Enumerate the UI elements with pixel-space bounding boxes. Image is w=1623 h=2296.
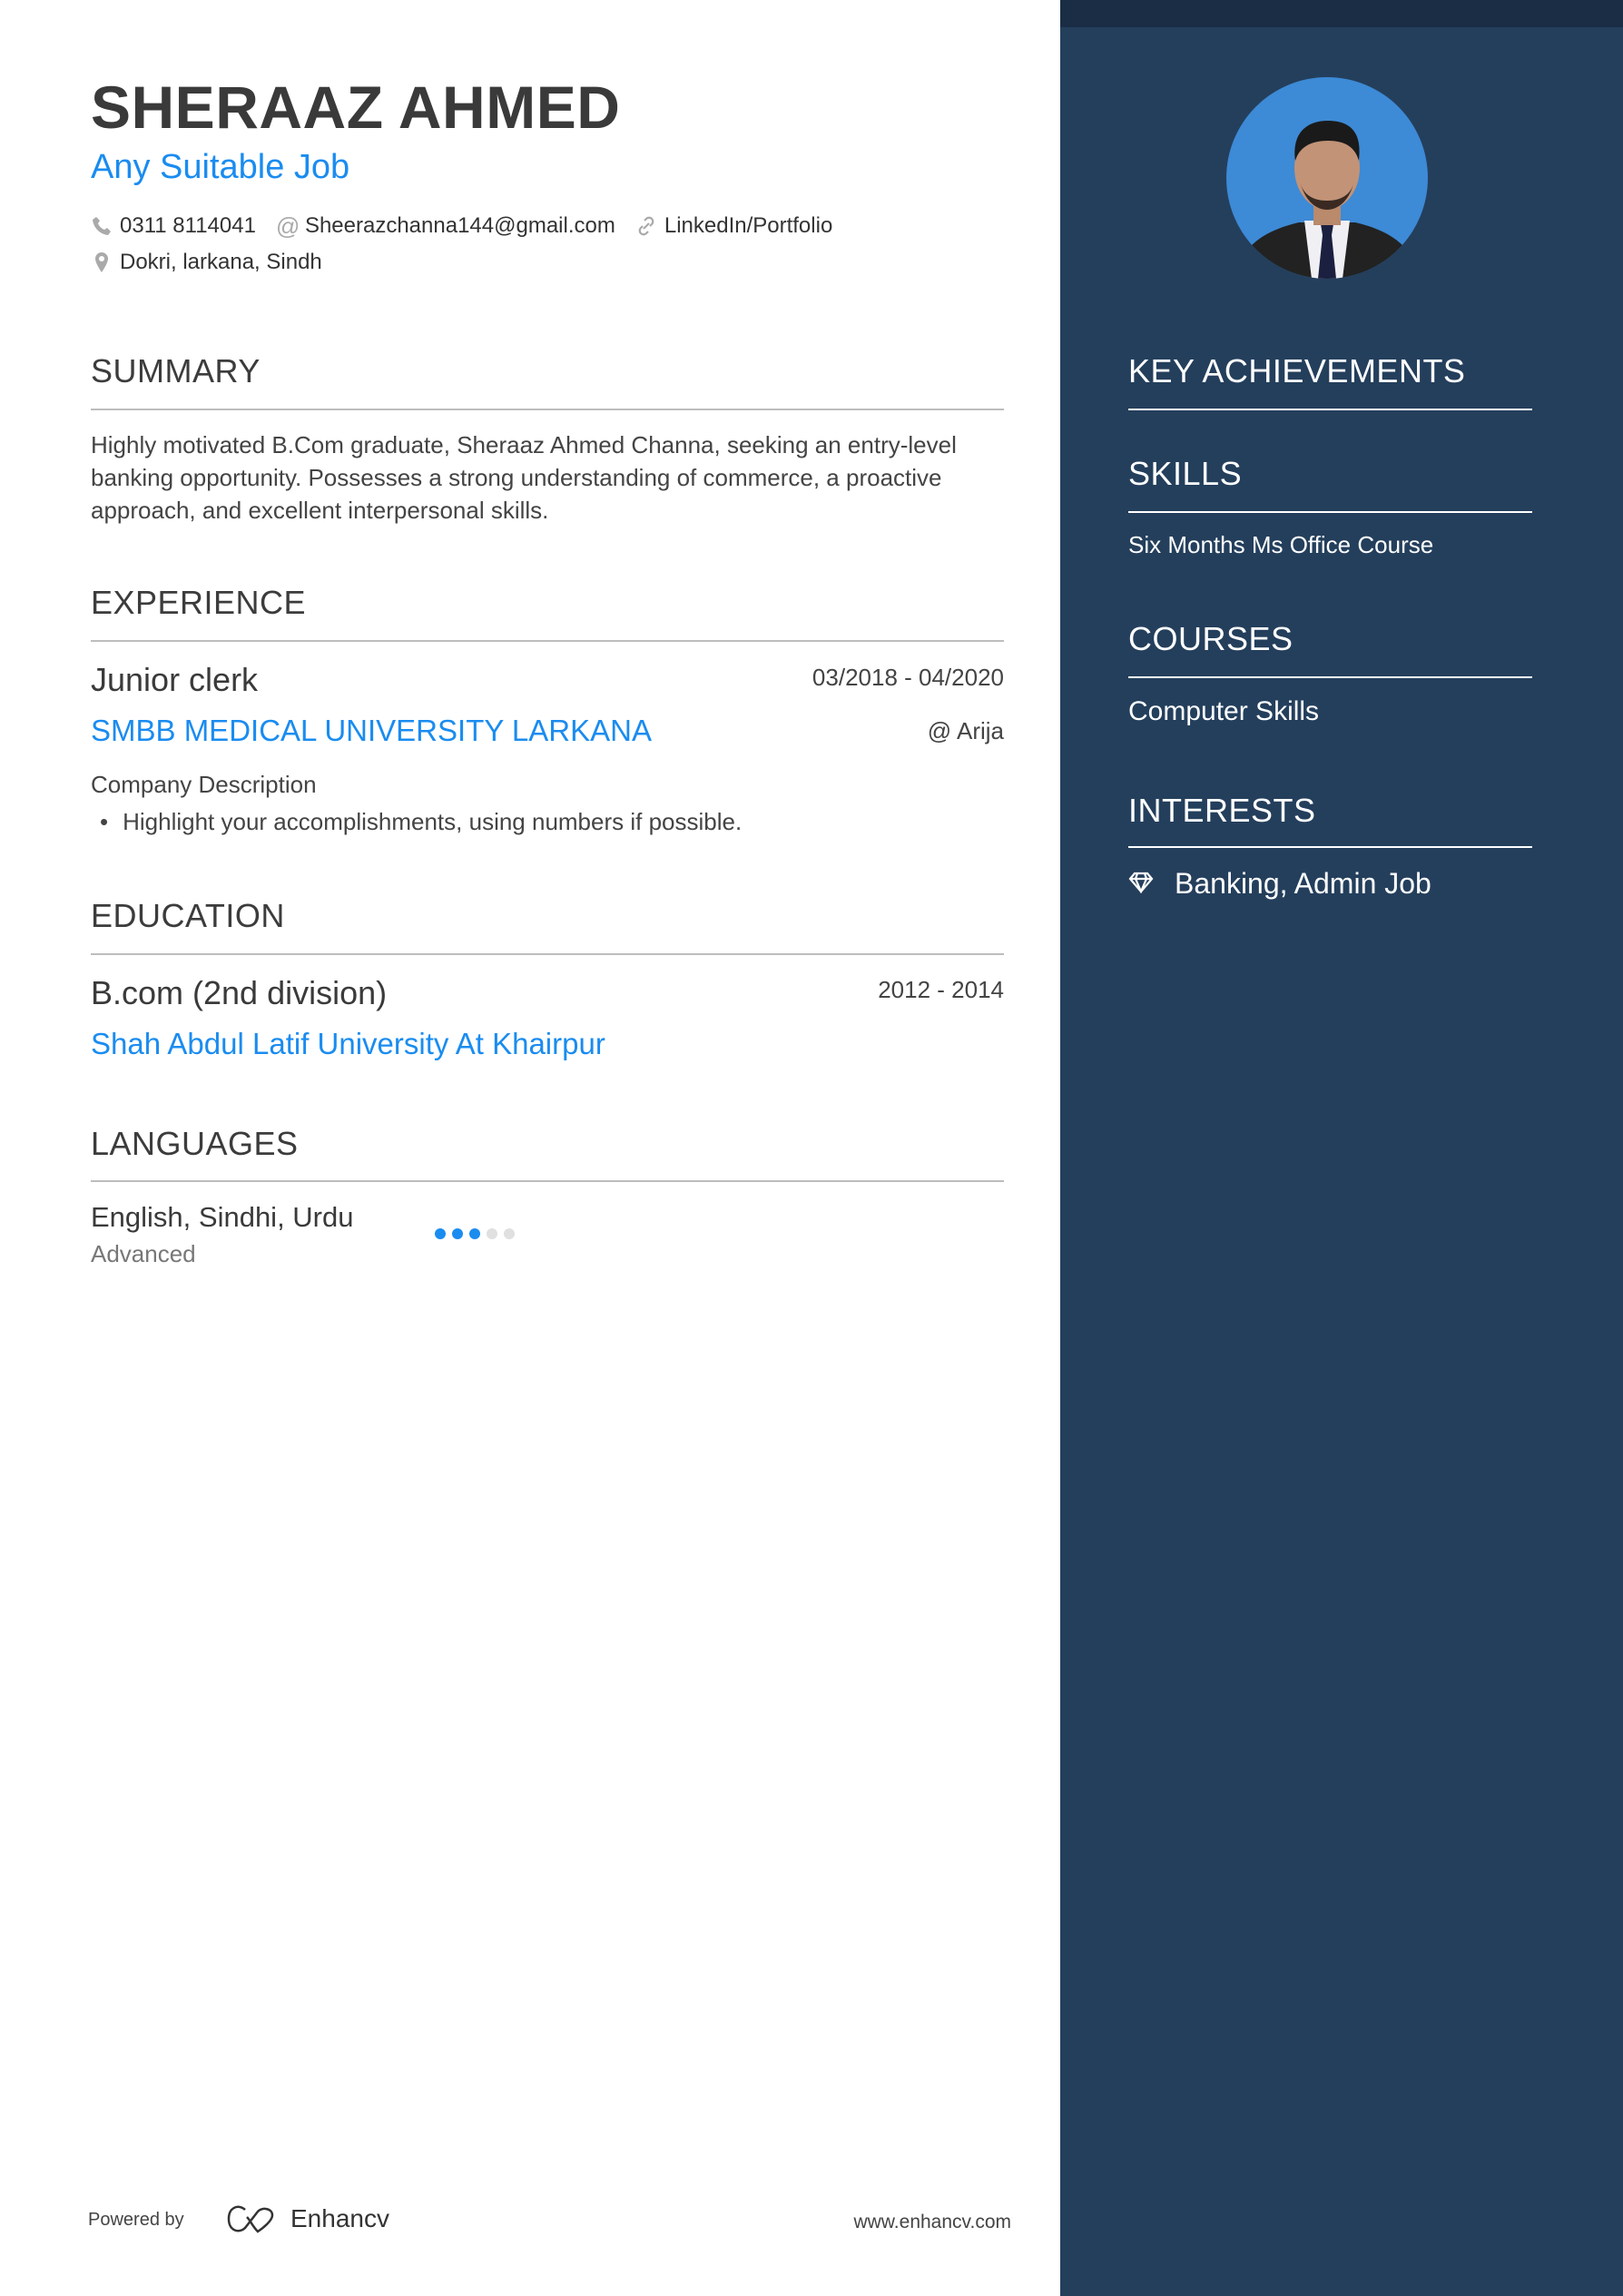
email[interactable]: Sheerazchanna144@gmail.com (304, 213, 615, 238)
rating-dot-filled (435, 1228, 446, 1239)
powered-by: Powered by (88, 2210, 184, 2230)
achievements-divider (1128, 409, 1532, 410)
contact-row (91, 213, 832, 239)
sidebar-top-strip (1060, 0, 1623, 27)
portfolio-link[interactable]: LinkedIn/Portfolio (664, 213, 833, 238)
education-heading: EDUCATION (91, 897, 285, 934)
achievements-heading: KEY ACHIEVEMENTS (1128, 352, 1466, 389)
job-company: SMBB MEDICAL UNIVERSITY LARKANA (91, 714, 652, 747)
rating-dot-empty (487, 1228, 497, 1239)
language-name: English, Sindhi, Urdu (91, 1201, 354, 1233)
languages-heading: LANGUAGES (91, 1125, 299, 1162)
job-bullet (100, 808, 742, 836)
rating-dot-filled (452, 1228, 463, 1239)
languages-divider (91, 1180, 1004, 1182)
education-dates: 2012 - 2014 (878, 976, 1004, 1003)
at-icon: @ (275, 212, 300, 240)
link-icon (635, 215, 657, 237)
bullet-text: Highlight your accomplishments, using numbers if possible. (123, 808, 743, 835)
course-item: Computer Skills (1128, 696, 1320, 726)
company-description: Company Description (91, 771, 317, 798)
location-row (91, 250, 322, 275)
interests-heading: INTERESTS (1128, 792, 1316, 829)
phone-icon (91, 215, 113, 237)
diamond-icon (1128, 872, 1154, 893)
candidate-title: Any Suitable Job (91, 148, 350, 186)
summary-heading: SUMMARY (91, 352, 261, 389)
sidebar (1060, 0, 1623, 2296)
summary-text: Highly motivated B.Com graduate, Sheraaz Ahmed Channa, seeking an entry-level banking opportunity. Possesses a strong understanding of commerce, a proactive approach, and excellent interpersonal skills. (91, 431, 957, 524)
candidate-name: SHERAAZ AHMED (91, 74, 621, 141)
bullet-icon: • (100, 808, 109, 835)
skill-item: Six Months Ms Office Course (1128, 531, 1434, 558)
summary-divider (91, 409, 1004, 410)
profile-photo (1226, 77, 1428, 279)
phone[interactable]: 0311 8114041 (120, 213, 256, 238)
interest-item: Banking, Admin Job (1175, 867, 1431, 900)
experience-heading: EXPERIENCE (91, 584, 307, 621)
enhancv-logo[interactable] (225, 2204, 389, 2233)
enhancv-brand: Enhancv (290, 2204, 389, 2232)
job-location: @ Arija (927, 717, 1004, 744)
footer-url[interactable]: www.enhancv.com (853, 2212, 1011, 2232)
interests-divider (1128, 846, 1532, 848)
courses-heading: COURSES (1128, 620, 1293, 657)
school: Shah Abdul Latif University At Khairpur (91, 1027, 605, 1060)
experience-divider (91, 640, 1004, 642)
location: Dokri, larkana, Sindh (120, 250, 322, 274)
rating-dot-filled (469, 1228, 480, 1239)
skills-heading: SKILLS (1128, 455, 1243, 492)
courses-divider (1128, 676, 1532, 678)
job-dates: 03/2018 - 04/2020 (812, 664, 1004, 691)
rating-dot-empty (504, 1228, 515, 1239)
skills-divider (1128, 511, 1532, 513)
job-role: Junior clerk (91, 661, 259, 698)
degree: B.com (2nd division) (91, 974, 388, 1011)
location-pin-icon (91, 251, 113, 273)
education-divider (91, 953, 1004, 955)
enhancv-logo-icon (225, 2204, 278, 2233)
language-level: Advanced (91, 1240, 196, 1267)
